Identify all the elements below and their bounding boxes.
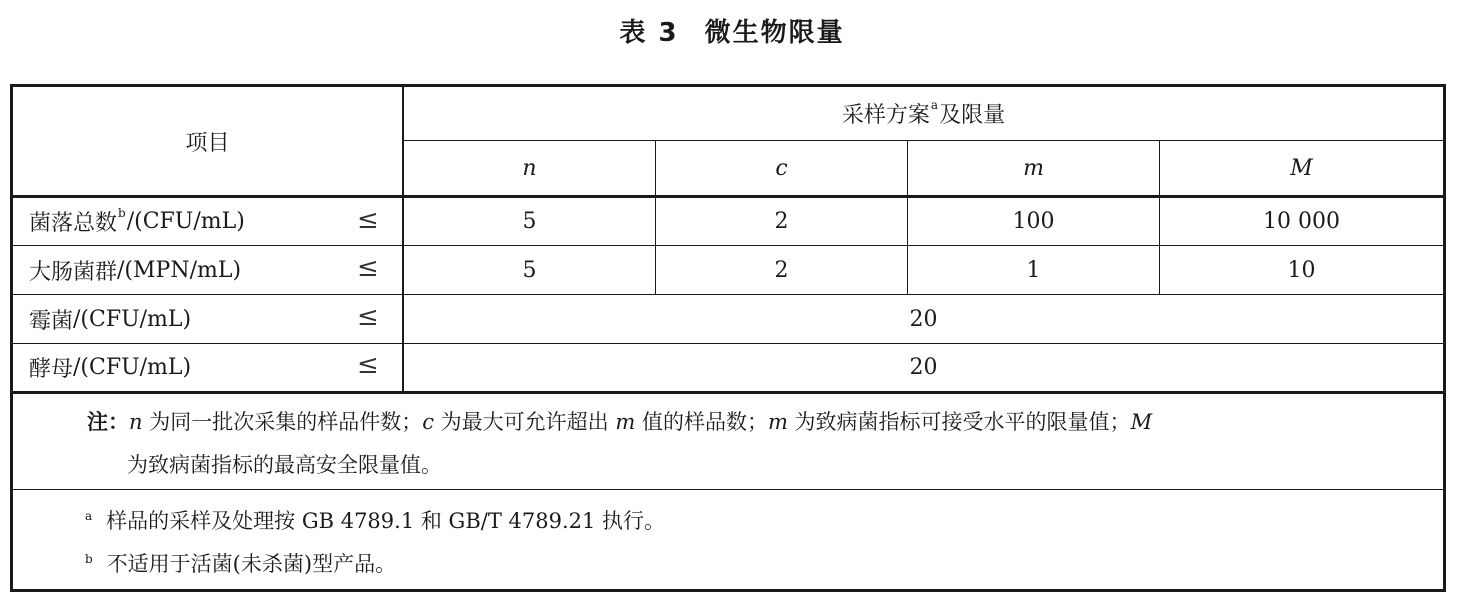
note-text: 为最大可允许超出 xyxy=(433,410,616,434)
cell-value: 2 xyxy=(774,257,789,283)
merged-cell-value: 20 xyxy=(909,306,938,332)
rule-body-bottom xyxy=(13,391,1443,394)
cell-value: 100 xyxy=(1012,209,1055,234)
note-line-2: 为致病菌指标的最高安全限量值。 xyxy=(127,453,442,477)
row-name: 大肠菌群 xyxy=(29,259,118,285)
footnote-a xyxy=(85,505,665,535)
microbial-limits-table xyxy=(10,84,1446,592)
note-symbol: M xyxy=(1130,410,1153,434)
header-item xyxy=(13,87,402,195)
row-label-coliforms xyxy=(29,246,359,294)
note-text: 为致病菌指标可接受水平的限量值； xyxy=(787,410,1131,434)
row-unit: /(CFU/mL) xyxy=(73,306,192,332)
footnote-mark: b xyxy=(85,552,93,566)
header-col-m: m xyxy=(1023,155,1044,181)
cell-value: 10 000 xyxy=(1263,209,1340,234)
note-line-1 xyxy=(87,400,1152,444)
table-caption: 微生物限量 xyxy=(704,18,845,48)
header-sampling-footnote-mark: a xyxy=(930,97,939,112)
header-sampling-label: 采样方案 xyxy=(841,103,930,128)
table-number: 表 3 xyxy=(619,18,679,48)
row-unit: /(CFU/mL) xyxy=(126,209,245,234)
header-col-M: M xyxy=(1290,155,1313,181)
note-symbol: c xyxy=(422,410,434,434)
row-name: 菌落总数 xyxy=(29,211,118,236)
row-name: 霉菌 xyxy=(29,308,74,334)
cell-value: 1 xyxy=(1026,257,1041,283)
header-col-c: c xyxy=(775,155,788,181)
row-unit: /(MPN/mL) xyxy=(117,257,242,283)
header-col-n: n xyxy=(522,155,537,181)
footnote-text: 样品的采样及处理按 GB 4789.1 和 GB/T 4789.21 执行。 xyxy=(106,509,666,533)
note-text: 为同一批次采集的样品件数； xyxy=(142,410,423,434)
cell-value: 2 xyxy=(774,209,789,234)
le-sign: ≤ xyxy=(357,253,379,283)
header-sampling xyxy=(404,87,1443,140)
cell-value: 10 xyxy=(1287,257,1316,283)
row-footnote-mark: b xyxy=(118,205,126,220)
le-sign: ≤ xyxy=(357,350,379,380)
row-name: 酵母 xyxy=(29,357,74,382)
row-label-yeast xyxy=(29,344,359,391)
footnote-mark: a xyxy=(85,509,93,523)
note-prefix: 注： xyxy=(87,410,129,434)
cell-value: 5 xyxy=(522,209,537,234)
header-item-label: 项目 xyxy=(185,130,230,156)
le-sign: ≤ xyxy=(357,205,379,235)
rule-note-bottom xyxy=(13,489,1443,490)
row-label-total-colony xyxy=(29,198,359,245)
note-symbol: n xyxy=(129,410,143,434)
merged-cell-value: 20 xyxy=(909,355,938,380)
row-unit: /(CFU/mL) xyxy=(73,355,192,380)
row-label-mould xyxy=(29,295,359,343)
note-text: 值的样品数； xyxy=(635,410,768,434)
cell-value: 5 xyxy=(522,257,537,283)
note-symbol: m xyxy=(767,410,788,434)
le-sign: ≤ xyxy=(357,302,379,332)
note-symbol: m xyxy=(615,410,636,434)
table-title xyxy=(0,12,1464,49)
footnote-text: 不适用于活菌(未杀菌)型产品。 xyxy=(106,552,397,576)
header-sampling-suffix: 及限量 xyxy=(939,103,1006,128)
footnote-b xyxy=(85,548,396,578)
